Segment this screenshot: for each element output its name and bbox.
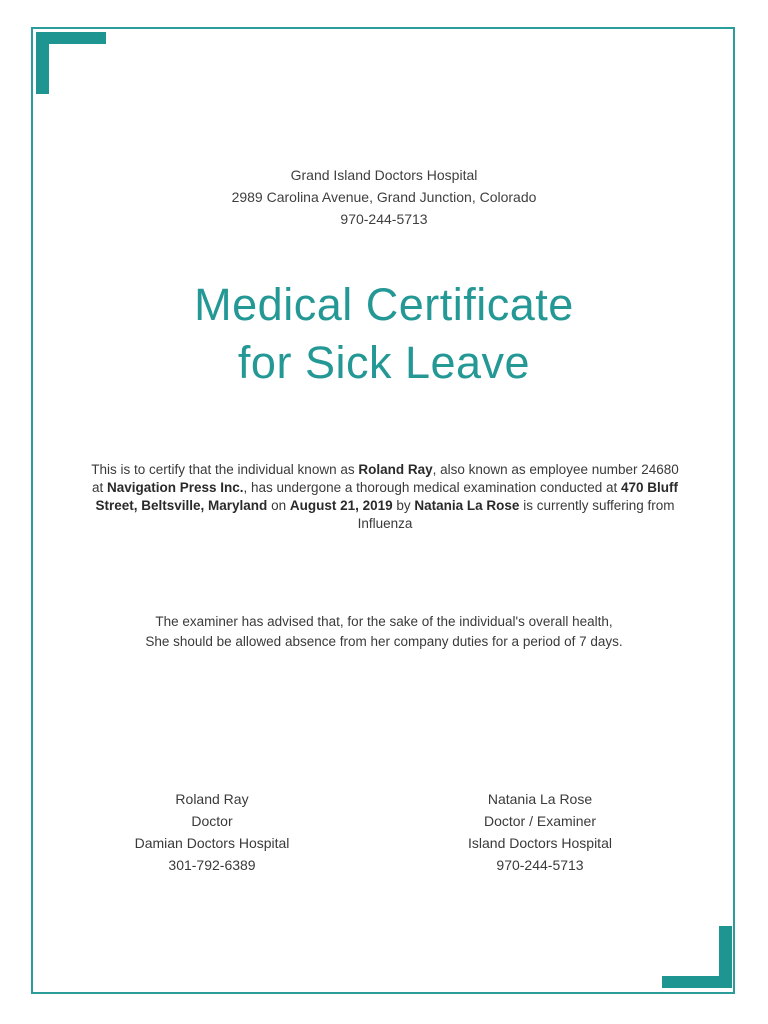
hospital-header bbox=[0, 164, 768, 230]
signatory-left bbox=[82, 788, 342, 876]
corner-accent-bottom-right-vertical bbox=[719, 926, 732, 988]
cert-text-3: , has undergone a thorough medical examination conducted at bbox=[243, 480, 622, 495]
advice-line-1: The examiner has advised that, for the sake of the individual's overall health, bbox=[155, 614, 613, 629]
cert-text-5: by bbox=[392, 498, 415, 513]
signatory-hospital: Island Doctors Hospital bbox=[468, 835, 612, 851]
advice-line-2: She should be allowed absence from her company duties for a period of 7 days. bbox=[145, 634, 623, 649]
cert-text-6: is currently suffering from Influenza bbox=[357, 498, 675, 531]
signatory-phone: 301-792-6389 bbox=[168, 857, 256, 873]
cert-text-2: , also known as employee number 24680 at bbox=[91, 462, 679, 495]
hospital-phone: 970-244-5713 bbox=[340, 211, 428, 227]
corner-accent-top-left-vertical bbox=[36, 32, 49, 94]
advice-paragraph bbox=[40, 612, 728, 652]
hospital-address: 2989 Carolina Avenue, Grand Junction, Colorado bbox=[231, 189, 537, 205]
signatory-name: Natania La Rose bbox=[487, 791, 593, 807]
patient-name: Roland Ray bbox=[358, 462, 433, 477]
exam-location: 470 Bluff Street, Beltsville, Maryland bbox=[95, 480, 679, 513]
signatory-hospital: Damian Doctors Hospital bbox=[134, 835, 290, 851]
examiner-name: Natania La Rose bbox=[414, 498, 520, 513]
document-title bbox=[0, 276, 768, 392]
exam-date: August 21, 2019 bbox=[289, 498, 393, 513]
title-line-1: Medical Certificate bbox=[194, 279, 574, 330]
signatory-right bbox=[410, 788, 670, 876]
company-name: Navigation Press Inc. bbox=[106, 480, 244, 495]
signatory-title: Doctor / Examiner bbox=[483, 813, 597, 829]
certification-paragraph bbox=[90, 461, 680, 533]
signatory-name: Roland Ray bbox=[175, 791, 249, 807]
title-line-2: for Sick Leave bbox=[237, 337, 531, 388]
cert-text-1: This is to certify that the individual known as bbox=[91, 462, 359, 477]
cert-text-4: on bbox=[267, 498, 290, 513]
signatory-phone: 970-244-5713 bbox=[496, 857, 584, 873]
signatory-title: Doctor bbox=[191, 813, 233, 829]
hospital-name: Grand Island Doctors Hospital bbox=[290, 167, 478, 183]
